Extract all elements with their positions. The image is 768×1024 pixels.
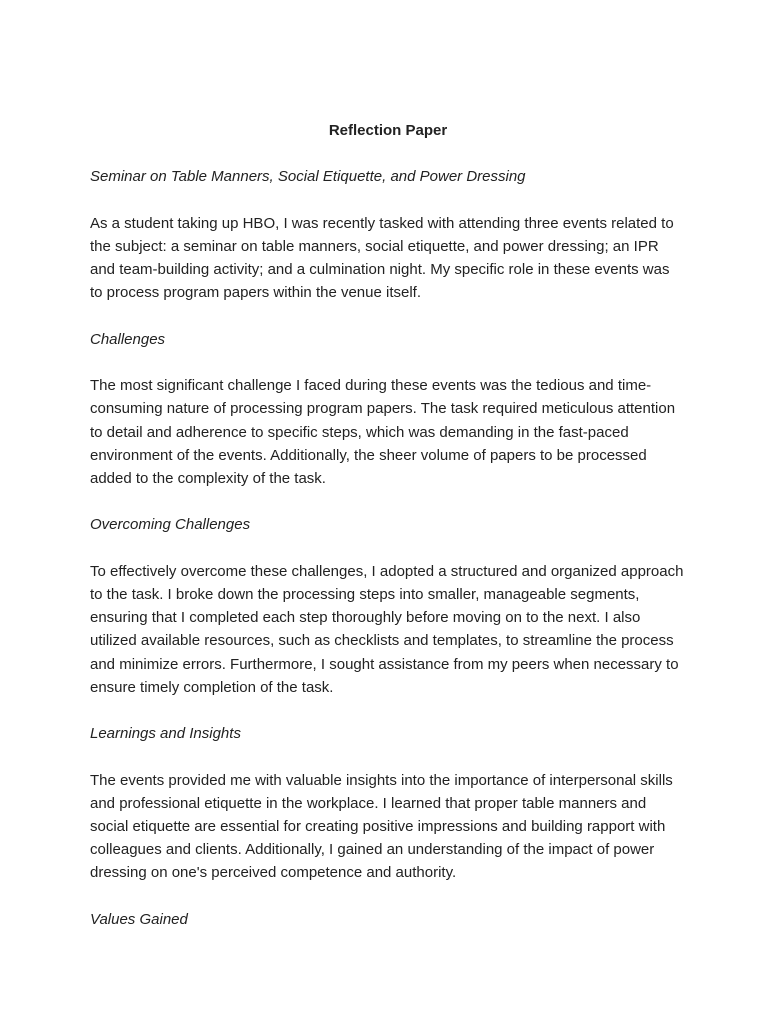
document-subtitle: Seminar on Table Manners, Social Etiquette, and Power Dressing — [90, 168, 526, 186]
document-body — [90, 119, 686, 931]
section-body-learnings: The events provided me with valuable insights into the importance of interpersonal skills and professional etiquette in the workplace. I learned that proper table manners and social etiquette are essential for creating positive impressions and building rapport with colleagues and clients. Additionally, I gained an understanding of the impact of power dressing on one's perceived competence and authority. — [90, 771, 673, 882]
section-body-challenges: The most significant challenge I faced during these events was the tedious and time-consuming nature of processing program papers. The task required meticulous attention to detail and adherence to specific steps, which was demanding in the fast-paced environment of the events. Additionally, the sheer volume of papers to be processed added to the complexity of the task. — [90, 377, 676, 487]
section-heading-values-gained: Values Gained — [90, 910, 188, 928]
section-body-overcoming-challenges: To effectively overcome these challenges, I adopted a structured and organized approach to the task. I broke down the processing steps into smaller, manageable segments, ensuring that I completed each step thoroughly before moving on to the next. I also utilized available resources, such as checklists and templates, to streamline the process and minimize errors. Furthermore, I sought assistance from my peers when necessary to ensure timely completion of the task. — [90, 562, 684, 696]
section-heading-challenges: Challenges — [90, 330, 166, 348]
section-heading-overcoming-challenges: Overcoming Challenges — [90, 516, 251, 534]
intro-paragraph: As a student taking up HBO, I was recently tasked with attending three events related to the subject: a seminar on table manners, social etiquette, and power dressing; an IPR and team-building activity; and a culmination night. My specific role in these events was to process program papers within the venue itself. — [90, 214, 674, 302]
page-title: Reflection Paper — [328, 122, 448, 139]
section-heading-learnings: Learnings and Insights — [90, 725, 241, 743]
